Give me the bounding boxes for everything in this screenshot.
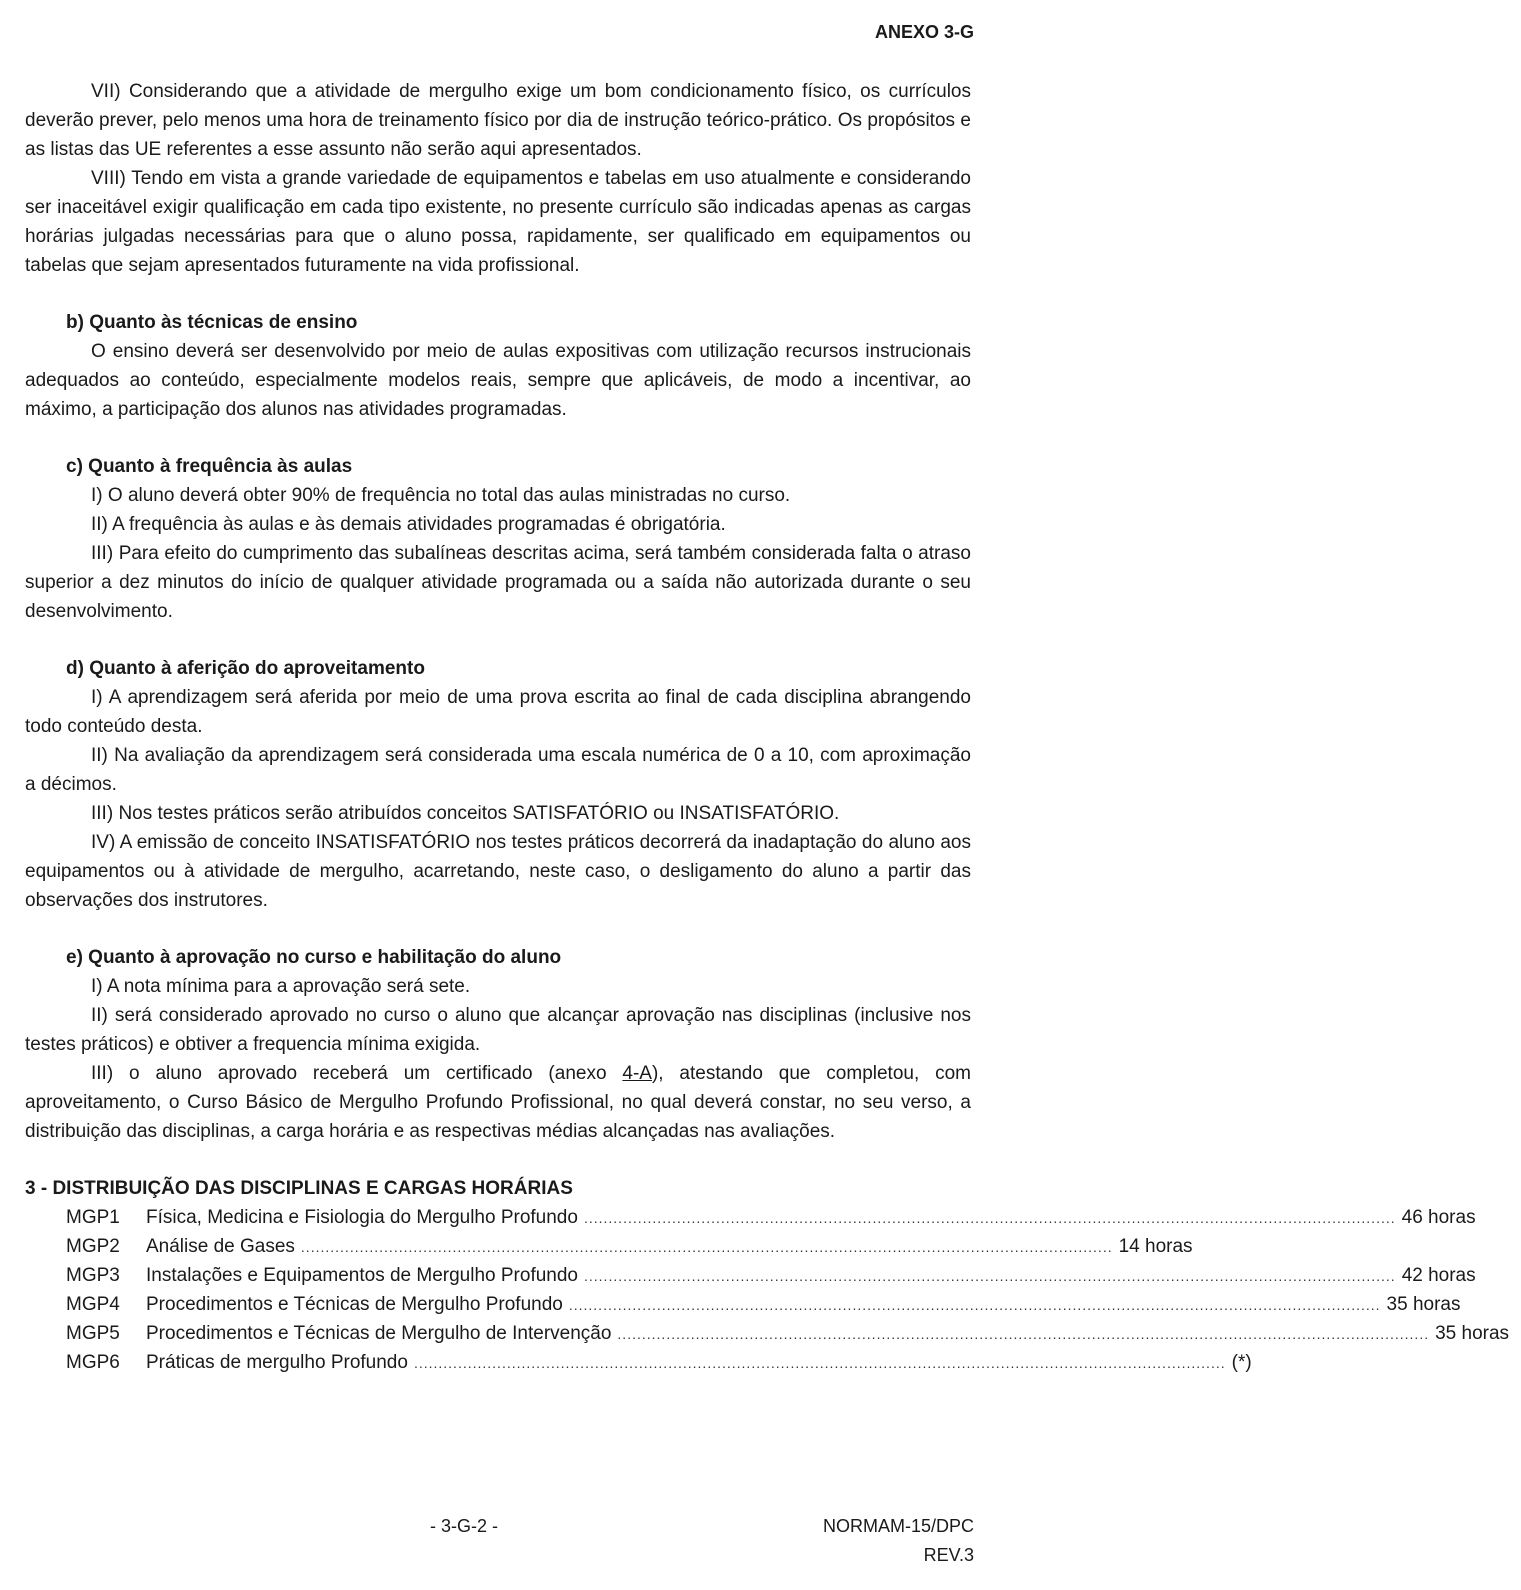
revision-label: REV.3 <box>923 1545 974 1565</box>
dot-leader: ...................................................................................................................................................................... <box>617 1326 1430 1342</box>
section-d-heading: d) Quanto à aferição do aproveitamento <box>66 658 425 679</box>
section-d-item-1: I) A aprendizagem será aferida por meio de uma prova escrita ao final de cada disciplina abrangendo todo conteúdo desta. <box>25 687 971 737</box>
section-e-item-3-end: ), atestando que completou, com aproveitamento, o Curso Básico de Mergulho Profundo Profissional, no qual deverá constar, no seu verso, a distribuição das disciplinas, a carga horária e as respectivas médias alcançadas nas avaliações. <box>25 1063 971 1142</box>
discipline-name: Procedimentos e Técnicas de Mergulho Profundo <box>146 1294 563 1315</box>
annex-label: ANEXO 3-G <box>874 22 974 42</box>
paragraph-viii: VIII) Tendo em vista a grande variedade de equipamentos e tabelas em uso atualmente e considerando ser inaceitável exigir qualificação em cada tipo existente, no presente currículo são indicadas apenas as cargas horárias julgadas necessárias para que o aluno possa, rapidamente, ser qualificado em equipamentos ou tabelas que sejam apresentados futuramente na vida profissional. <box>25 168 971 276</box>
page-number: - 3-G-2 - <box>430 1516 499 1536</box>
discipline-row <box>25 1319 1510 1348</box>
section-e-item-3 <box>25 1059 971 1146</box>
section-e-item-2: II) será considerado aprovado no curso o aluno que alcançar aprovação nas disciplinas (inclusive nos testes práticos) e obtiver a frequencia mínima exigida. <box>25 1005 971 1055</box>
section-c-heading: c) Quanto à frequência às aulas <box>66 456 353 477</box>
discipline-name: Procedimentos e Técnicas de Mergulho de Intervenção <box>146 1323 612 1344</box>
discipline-hours: 46 horas <box>1401 1207 1476 1228</box>
section-e-item-3-start: III) o aluno aprovado receberá um certificado (anexo <box>91 1063 623 1084</box>
discipline-code: MGP5 <box>66 1323 120 1344</box>
discipline-row <box>25 1290 1461 1319</box>
discipline-row <box>25 1203 1476 1232</box>
discipline-hours: 14 horas <box>1118 1236 1193 1257</box>
discipline-name: Física, Medicina e Fisiologia do Mergulho Profundo <box>146 1207 578 1228</box>
section-c-item-1: I) O aluno deverá obter 90% de frequência no total das aulas ministradas no curso. <box>91 485 791 506</box>
discipline-code: MGP4 <box>66 1294 120 1315</box>
section-c-item-3: III) Para efeito do cumprimento das subalíneas descritas acima, será também considerada falta o atraso superior a dez minutos do início de qualquer atividade programada ou a saída não autorizada durante o seu desenvolvimento. <box>25 543 971 622</box>
paragraph-vii: VII) Considerando que a atividade de mergulho exige um bom condicionamento físico, os currículos deverão prever, pelo menos uma hora de treinamento físico por dia de instrução teórico-prático. Os propósitos e as listas das UE referentes a esse assunto não serão aqui apresentados. <box>25 81 971 160</box>
section-d-item-2: II) Na avaliação da aprendizagem será considerada uma escala numérica de 0 a 10, com aproximação a décimos. <box>25 745 971 795</box>
dot-leader: ...................................................................................................................................................................... <box>413 1355 1226 1371</box>
section-d-item-3: III) Nos testes práticos serão atribuídos conceitos SATISFATÓRIO ou INSATISFATÓRIO. <box>91 803 840 824</box>
discipline-list <box>25 1203 1510 1377</box>
discipline-name: Instalações e Equipamentos de Mergulho Profundo <box>146 1265 578 1286</box>
dot-leader: ...................................................................................................................................................................... <box>584 1268 1396 1284</box>
discipline-name: Práticas de mergulho Profundo <box>146 1352 408 1373</box>
discipline-name: Análise de Gases <box>146 1236 295 1257</box>
norm-reference: NORMAM-15/DPC <box>822 1516 974 1536</box>
section-e-item-1: I) A nota mínima para a aprovação será sete. <box>91 976 471 997</box>
discipline-hours: 42 horas <box>1401 1265 1476 1286</box>
discipline-hours: 35 horas <box>1435 1323 1510 1344</box>
discipline-row <box>25 1348 1252 1377</box>
annex-4a-reference: 4-A <box>622 1063 652 1084</box>
discipline-code: MGP6 <box>66 1352 120 1373</box>
section-b-paragraph: O ensino deverá ser desenvolvido por meio de aulas expositivas com utilização recursos instrucionais adequados ao conteúdo, especialmente modelos reais, sempre que aplicáveis, de modo a incentivar, ao máximo, a participação dos alunos nas atividades programadas. <box>25 341 971 420</box>
discipline-code: MGP3 <box>66 1265 120 1286</box>
section-c-item-2: II) A frequência às aulas e às demais atividades programadas é obrigatória. <box>91 514 726 535</box>
discipline-code: MGP1 <box>66 1207 120 1228</box>
dot-leader: ...................................................................................................................................................................... <box>300 1239 1113 1255</box>
section-b-heading: b) Quanto às técnicas de ensino <box>66 312 358 333</box>
document-body <box>25 77 1510 1377</box>
discipline-row <box>25 1232 1193 1261</box>
discipline-row <box>25 1261 1476 1290</box>
section-e-heading: e) Quanto à aprovação no curso e habilitação do aluno <box>66 947 562 968</box>
section-d-item-4: IV) A emissão de conceito INSATISFATÓRIO nos testes práticos decorrerá da inadaptação do aluno aos equipamentos ou à atividade de mergulho, acarretando, neste caso, o desligamento do aluno a partir das observações dos instrutores. <box>25 832 971 911</box>
discipline-hours: (*) <box>1231 1352 1252 1373</box>
dot-leader: ...................................................................................................................................................................... <box>583 1210 1396 1226</box>
discipline-code: MGP2 <box>66 1236 120 1257</box>
section-3-heading: 3 - DISTRIBUIÇÃO DAS DISCIPLINAS E CARGAS HORÁRIAS <box>25 1178 573 1199</box>
dot-leader: ...................................................................................................................................................................... <box>568 1297 1381 1313</box>
discipline-hours: 35 horas <box>1386 1294 1461 1315</box>
